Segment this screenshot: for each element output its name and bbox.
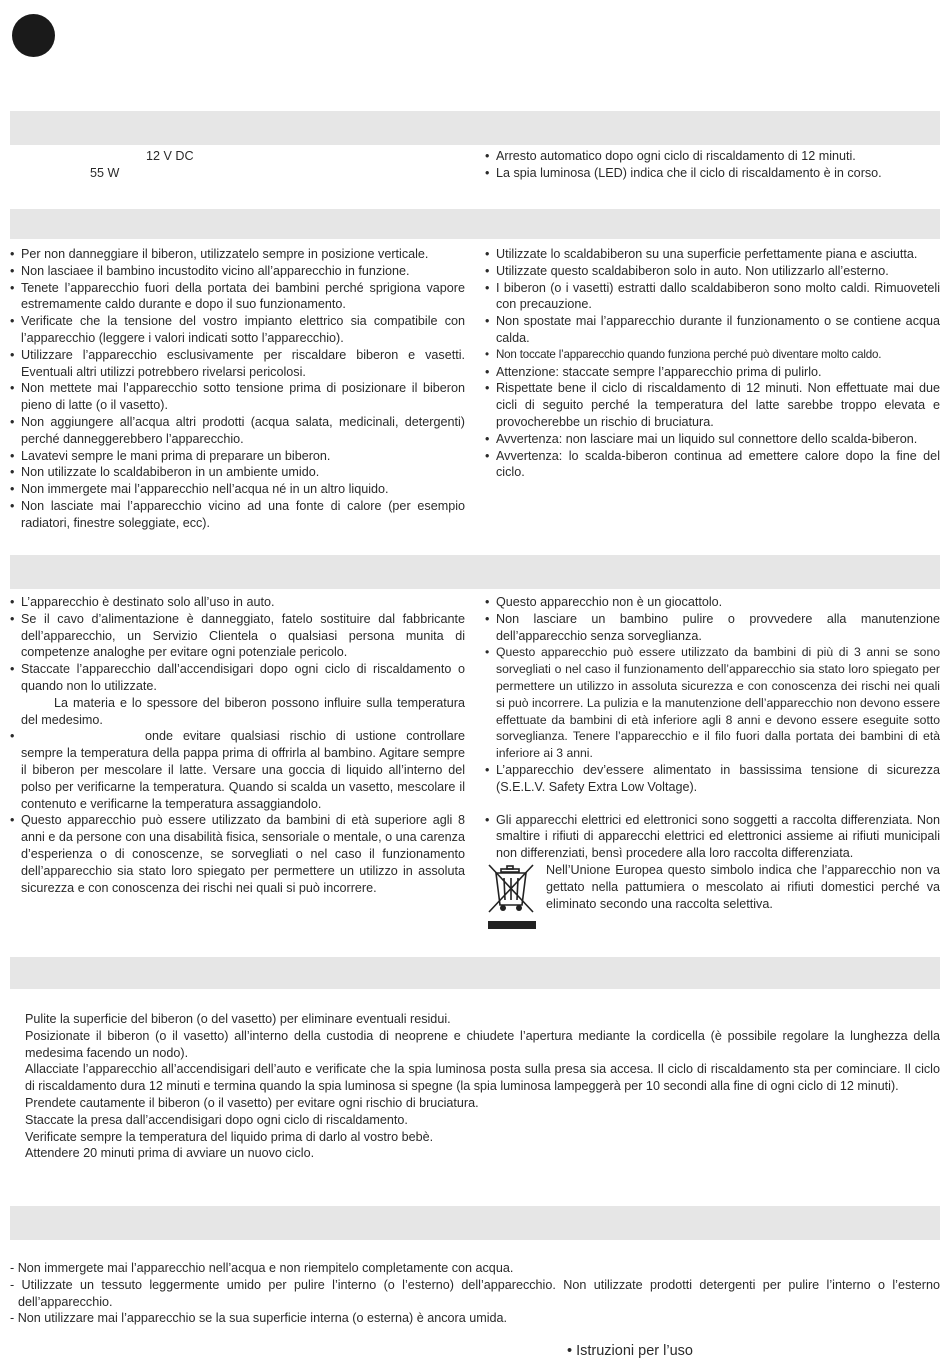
weee-item: • Gli apparecchi elettrici ed elettronici sono soggetti a raccolta differenziata. Non smaltire i rifiuti di apparecchi elettrici ed elettronici assieme ai rifiuti municipali non differenziati, bensì procedere alla loro raccolta differenziata. [485, 812, 940, 862]
warning-item: • Questo apparecchio non è un giocattolo. [485, 594, 940, 611]
warning-item [10, 728, 465, 812]
warning-item: • L’apparecchio dev’essere alimentato in bassissima tensione di sicurezza (S.E.L.V. Safety Extra Low Voltage). [485, 762, 940, 796]
feature-item: • Arresto automatico dopo ogni ciclo di riscaldamento di 12 minuti. [485, 148, 940, 165]
safety-item: • Attenzione: staccate sempre l’apparecchio prima di pulirlo. [485, 364, 940, 381]
spec-power: 55 W [90, 166, 120, 180]
safety-item: • Utilizzare l’apparecchio esclusivamente per riscaldare biberon e vasetti. Eventuali altri utilizzi potrebbero rivelarsi pericolosi. [10, 347, 465, 381]
safety-item: • Tenete l’apparecchio fuori della portata dei bambini perché sprigiona vapore estremamente caldo durante e dopo il suo funzionamento. [10, 280, 465, 314]
safety-item: • Non utilizzate lo scaldabiberon in un ambiente umido. [10, 464, 465, 481]
section-header-band-usage [10, 957, 940, 989]
safety-item: • Non lasciate mai l’apparecchio vicino ad una fonte di calore (per esempio radiatori, finestre soleggiate, ecc). [10, 498, 465, 532]
safety-item: • Utilizzate questo scaldabiberon solo in auto. Non utilizzarlo all’esterno. [485, 263, 940, 280]
crossed-bin-icon [486, 860, 538, 930]
usage-step: Prendete cautamente il biberon (o il vasetto) per evitare ogni rischio di bruciatura. [25, 1095, 479, 1110]
burn-note-text: onde evitare qualsiasi rischio di ustione controllare sempre la temperatura della pappa prima di offrirla al bambino. Agitare sempre il biberon per mescolare il latte. Versare una goccia di liquido all’interno del polso per verificarne la temperatura. Quando si scalda un vasetto, mescolare il contenuto e verificarne la temperatura assaggiandolo. [21, 729, 465, 811]
safety-item: • Per non danneggiare il biberon, utilizzatelo sempre in posizione verticale. [10, 246, 465, 263]
features-list [485, 148, 940, 182]
warning-item: • Questo apparecchio può essere utilizzato da bambini di età superiore agli 8 anni e da persone con una disabilità fisica, sensoriale o mentale, o una carenza d’esperienza o di conoscenze, se sorvegliati o nel caso il funzionamento dell’apparecchio sia stato loro spiegato per permettere un utilizzo in assoluta sicurezza e con conoscenza dei rischi nei quali si può incorrere. [10, 812, 465, 896]
warning-item: • Questo apparecchio può essere utilizzato da bambini di più di 3 anni se sono sorvegliati o nel caso il funzionamento dell’apparecchio sia stato loro spiegato per permettere un utilizzo in assoluta sicurezza e con conoscenza dei rischi nei quali si può incorrere. La pulizia e la manutenzione dell’apparecchio non devono essere effettuate da bambini di età inferiore agli 8 anni e devono essere eseguite sotto sorveglianza. Tenere l’apparecchio e il filo fuori dalla portata dei bambini di età inferiore ai 3 anni. [485, 644, 940, 762]
warning-item: • Non lasciare un bambino pulire o provvedere alla manutenzione dell’apparecchio senza sorveglianza. [485, 611, 940, 645]
material-note [10, 695, 465, 729]
care-item: - Utilizzate un tessuto leggermente umido per pulire l’interno (o l’esterno) dell’apparecchio. Non utilizzate prodotti detergenti per pulire l’interno o l’esterno dell’apparecchio. [10, 1277, 940, 1309]
care-item: - Non immergete mai l’apparecchio nell’acqua e non riempitelo completamente con acqua. [10, 1261, 514, 1275]
safety-item: • Non spostate mai l’apparecchio durante il funzionamento o se contiene acqua calda. [485, 313, 940, 347]
safety-item: • Non aggiungere all’acqua altri prodotti (acqua salata, medicinali, detergenti) perché danneggerebbero l’apparecchio. [10, 414, 465, 448]
usage-step: Staccate la presa dall’accendisigari dopo ogni ciclo di riscaldamento. [25, 1112, 408, 1127]
weee-eu-text: Nell’Unione Europea questo simbolo indica che l’apparecchio non va gettato nella pattumiera o mescolato ai rifiuti domestici perché va eliminato secondo una raccolta selettiva. [546, 862, 940, 911]
feature-item: • La spia luminosa (LED) indica che il ciclo di riscaldamento è in corso. [485, 165, 940, 182]
section-header-band-care [10, 1206, 940, 1240]
safety-item: • Lavatevi sempre le mani prima di preparare un biberon. [10, 448, 465, 465]
safety-right-list [485, 246, 940, 481]
care-item: - Non utilizzare mai l’apparecchio se la sua superficie interna (o esterna) è ancora umida. [10, 1311, 507, 1326]
usage-step: Attendere 20 minuti prima di avviare un nuovo ciclo. [25, 1146, 315, 1161]
safety-item: • Utilizzate lo scaldabiberon su una superficie perfettamente piana e asciutta. [485, 246, 940, 263]
usage-step: Verificate sempre la temperatura del liquido prima di darlo al vostro bebè. [25, 1129, 434, 1144]
spec-voltage: 12 V DC [146, 149, 194, 163]
safety-item: • Non mettete mai l’apparecchio sotto tensione prima di posizionare il biberon pieno di latte (o il vasetto). [10, 380, 465, 414]
warning-item: • Staccate l’apparecchio dall’accendisigari dopo ogni ciclo di riscaldamento o quando non lo utilizzate. [10, 661, 465, 695]
warning-item: • L’apparecchio è destinato solo all’uso in auto. [10, 594, 465, 611]
warnings-right-list [485, 594, 940, 912]
care-list [10, 1260, 940, 1327]
usage-step: Pulite la superficie del biberon (o del vasetto) per eliminare eventuali residui. [25, 1012, 451, 1026]
safety-left-list [10, 246, 465, 532]
safety-item: • Non lasciaee il bambino incustodito vicino all’apparecchio in funzione. [10, 263, 465, 280]
language-marker-dot [12, 14, 55, 57]
usage-step: Allacciate l’apparecchio all’accendisigari dell’auto e verificate che la spia luminosa posta sulla presa sia accesa. Il ciclo di riscaldamento sta per cominciare. Il ciclo di riscaldamento dura 12 minuti e termina quando la spia luminosa si spegne (la spia luminosa lampeggerà per 10 secondi alla fine di ogni ciclo di 12 minuti). [25, 1062, 940, 1094]
usage-step: Posizionate il biberon (o il vasetto) all’interno della custodia di neoprene e chiudete l’apertura mediante la cordicella (è possibile regolare la lunghezza della medesima facendo un nodo). [25, 1028, 940, 1060]
weee-eu-item [485, 862, 940, 912]
warning-item: • Se il cavo d’alimentazione è danneggiato, fatelo sostituire dal fabbricante dell’apparecchio, un Servizio Clientela o qualsiasi persona munita di competenze analoghe per evitare ogni potenziale pericolo. [10, 611, 465, 661]
usage-steps [25, 1011, 940, 1162]
safety-item: • Non toccate l’apparecchio quando funziona perché può diventare molto caldo. [485, 347, 940, 364]
safety-item: • Avvertenza: non lasciare mai un liquido sul connettore dello scalda-biberon. [485, 431, 940, 448]
footer-title-text: Istruzioni per l’uso [576, 1343, 693, 1359]
safety-item: • Non immergete mai l’apparecchio nell’acqua né in un altro liquido. [10, 481, 465, 498]
safety-item: • Rispettate bene il ciclo di riscaldamento di 12 minuti. Non effettuate mai due cicli di seguito perché la temperatura del latte sarebbe troppo elevata e provocherebbe un rischio di bruciatura. [485, 380, 940, 430]
section-header-band-specs [10, 111, 940, 145]
footer-title: • Istruzioni per l’uso [567, 1343, 693, 1359]
section-header-band-safety [10, 209, 940, 239]
section-header-band-warnings [10, 555, 940, 589]
material-note-text: La materia e lo spessore del biberon possono influire sulla temperatura del medesimo. [21, 695, 465, 727]
safety-item: • I biberon (o i vasetti) estratti dallo scaldabiberon sono molto caldi. Rimuoveteli con precauzione. [485, 280, 940, 314]
warnings-left-list [10, 594, 465, 896]
safety-item: • Avvertenza: lo scalda-biberon continua ad emettere calore dopo la fine del ciclo. [485, 448, 940, 482]
safety-item: • Verificate che la tensione del vostro impianto elettrico sia compatibile con l’apparecchio (leggere i valori indicati sotto l’apparecchio). [10, 313, 465, 347]
